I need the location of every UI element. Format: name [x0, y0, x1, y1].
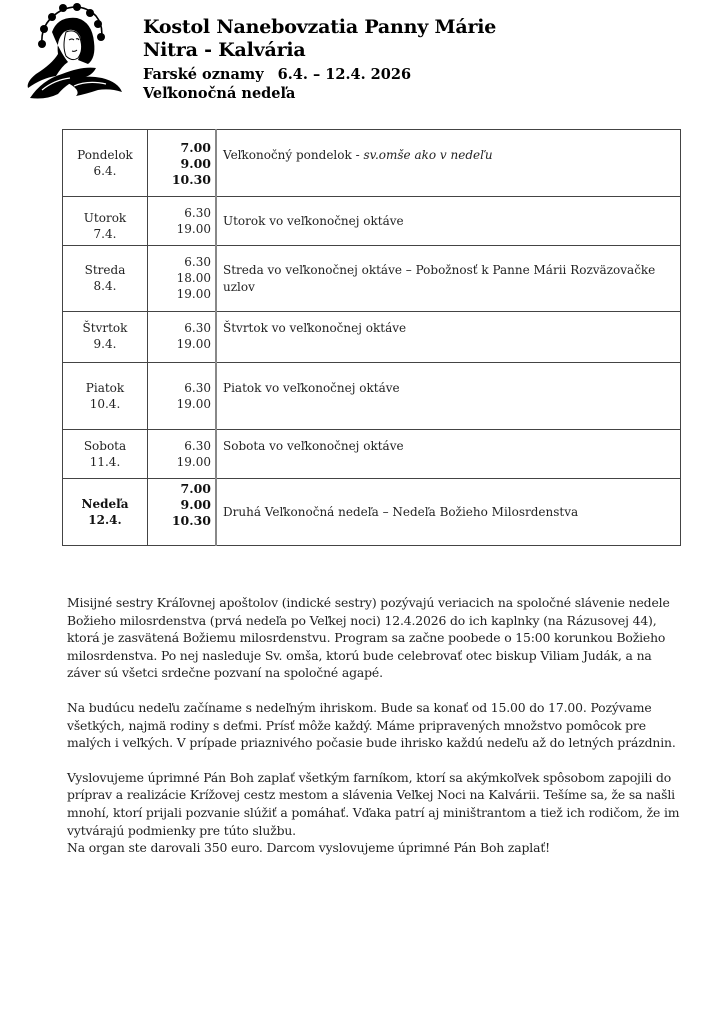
table-row	[63, 363, 681, 430]
day-name: Utorok	[83, 211, 127, 225]
day-cell	[63, 130, 148, 197]
madonna-logo-icon	[22, 2, 130, 104]
description-text: Utorok vo veľkonočnej oktáve	[223, 214, 404, 228]
day-name: Štvrtok	[82, 321, 128, 335]
description-text: Druhá Veľkonočná nedeľa – Nedeľa Božieho Milosrdenstva	[223, 504, 579, 519]
description-text: Streda vo veľkonočnej oktáve – Pobožnosť k Panne Márii Rozväzovačke uzlov	[223, 263, 656, 294]
day-date: 11.4.	[89, 455, 121, 469]
day-date: 10.4.	[89, 397, 121, 411]
day-date: 6.4.	[93, 164, 117, 178]
mass-time: 19.00	[176, 222, 211, 236]
announcements-label: Farské oznamy	[143, 66, 264, 83]
description-text: Sobota vo veľkonočnej oktáve	[223, 439, 404, 453]
mass-time: 18.00	[176, 271, 211, 285]
day-name: Sobota	[83, 439, 127, 453]
description-cell	[216, 130, 681, 197]
table-row	[63, 130, 681, 197]
table-row	[63, 430, 681, 479]
mass-schedule-table	[62, 129, 681, 546]
mass-time: 6.30	[184, 381, 211, 395]
mass-time: 6.30	[184, 206, 211, 220]
description-cell	[216, 197, 681, 246]
day-name: Nedeľa	[81, 497, 129, 511]
day-cell	[63, 479, 148, 546]
day-date: 7.4.	[93, 227, 117, 241]
announcement-paragraph: Na organ ste darovali 350 euro. Darcom vyslovujeme úprimné Pán Boh zaplať!	[67, 840, 551, 856]
mass-time: 19.00	[176, 455, 211, 469]
mass-time: 10.30	[171, 172, 211, 187]
announcement-paragraph: Misijné sestry Kráľovnej apoštolov (indické sestry) pozývajú veriacich na spoločné slávenie nedele Božieho milosrdenstva (prvá nedeľa po Veľkej noci) 12.4.2026 do ich kaplnky (na Rázusovej 44), ktorá je zasvätená Božiemu milosrdenstvu. Program sa začne poobede o 15:00 korunkou Božieho milosrdenstva. Po nej nasleduje Sv. omša, ktorú bude celebrovať otec biskup Viliam Judák, a na záver sú všetci srdečne pozvaní na spoločné agapé.	[67, 595, 670, 681]
mass-time: 10.30	[171, 513, 211, 528]
church-location: Nitra - Kalvária	[143, 39, 306, 61]
description-text: Veľkonočný pondelok -	[223, 148, 364, 162]
times-cell	[148, 197, 217, 246]
mass-time: 19.00	[176, 337, 211, 351]
announcement-paragraph: Na budúcu nedeľu začíname s nedeľným ihriskom. Bude sa konať od 15.00 do 17.00. Pozývame všetkých, najmä rodiny s deťmi. Prísť môže každý. Máme pripravených množstvo pomôcok pre malých i veľkých. V prípade priaznivého počasie bude ihrisko každú nedeľu až do letných prázdnin.	[67, 699, 676, 751]
day-name: Pondelok	[77, 148, 133, 162]
times-cell	[148, 479, 217, 546]
document-header	[143, 16, 496, 103]
times-cell	[148, 363, 217, 430]
table-row	[63, 479, 681, 546]
times-cell	[148, 312, 217, 363]
announcement-paragraph: Vyslovujeme úprimné Pán Boh zaplať všetkým farníkom, ktorí sa akýmkoľvek spôsobom zapojili do príprav a realizácie Krížovej cestz mestom a slávenia Veľkej Noci na Kalvárii. Tešíme sa, že sa našli mnohí, ktorí prijali pozvanie slúžiť a pomáhať. Vďaka patrí aj miništrantom a tiež ich rodičom, že im vytvárajú podmienky pre túto službu.	[67, 769, 680, 838]
description-cell	[216, 246, 681, 312]
times-cell	[148, 130, 217, 197]
mass-time: 6.30	[184, 321, 211, 335]
day-cell	[63, 363, 148, 430]
day-date: 12.4.	[88, 513, 122, 527]
day-cell	[63, 312, 148, 363]
description-text: Štvrtok vo veľkonočnej oktáve	[223, 321, 407, 335]
description-text: Piatok vo veľkonočnej oktáve	[223, 381, 400, 395]
day-name: Piatok	[85, 381, 125, 395]
table-row	[63, 246, 681, 312]
mass-time: 6.30	[184, 439, 211, 453]
day-cell	[63, 430, 148, 479]
table-row	[63, 197, 681, 246]
day-date: 9.4.	[93, 337, 117, 351]
announcements-heading	[143, 65, 496, 84]
announcements-dates: 6.4. – 12.4. 2026	[277, 66, 412, 83]
day-date: 8.4.	[93, 279, 117, 293]
times-cell	[148, 430, 217, 479]
description-cell	[216, 479, 681, 546]
description-italic: sv.omše ako v nedeľu	[363, 148, 493, 162]
day-name: Streda	[84, 263, 126, 277]
mass-time: 7.00	[180, 140, 211, 155]
church-name: Kostol Nanebovzatia Panny Márie	[143, 16, 497, 38]
announcements-body	[67, 594, 687, 857]
mass-time: 19.00	[176, 287, 211, 301]
mass-time: 6.30	[184, 255, 211, 269]
description-cell	[216, 312, 681, 363]
mass-time: 7.00	[180, 481, 211, 496]
mass-time: 9.00	[180, 156, 211, 171]
description-cell	[216, 430, 681, 479]
day-cell	[63, 246, 148, 312]
table-row	[63, 312, 681, 363]
liturgical-sunday: Veľkonočná nedeľa	[143, 85, 296, 102]
times-cell	[148, 246, 217, 312]
description-cell	[216, 363, 681, 430]
mass-time: 19.00	[176, 397, 211, 411]
mass-time: 9.00	[180, 497, 211, 512]
day-cell	[63, 197, 148, 246]
